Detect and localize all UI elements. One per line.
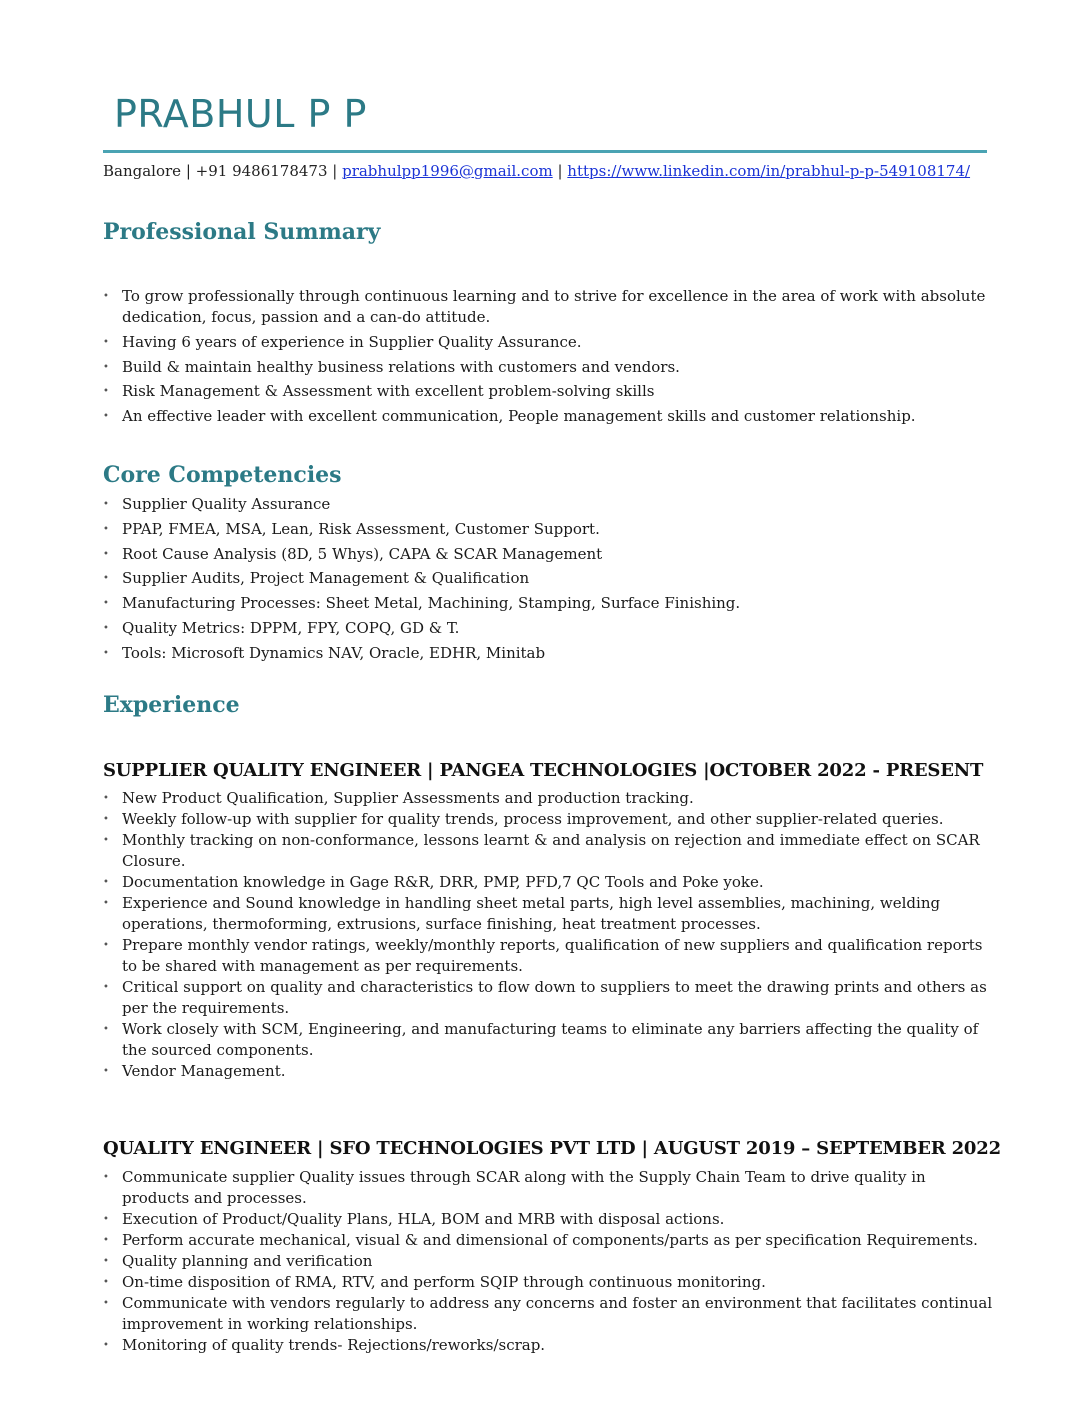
list-item: • Supplier Audits, Project Management & Qualification bbox=[103, 568, 993, 589]
contact-line: Bangalore | +91 9486178473 | prabhulpp1996@gmail.com | https://www.linkedin.com/in/prabhul-p-p-549108174/ bbox=[103, 162, 971, 180]
list-item: • Communicate with vendors regularly to address any concerns and foster an environment that facilitates continual improvement in working relationships. bbox=[103, 1293, 993, 1335]
competencies-list bbox=[103, 494, 993, 668]
list-item: • Experience and Sound knowledge in handling sheet metal parts, high level assemblies, machining, welding operations, thermoforming, extrusions, surface finishing, heat treatment processes. bbox=[103, 893, 993, 935]
list-item: • To grow professionally through continuous learning and to strive for excellence in the area of work with absolute dedication, focus, passion and a can-do attitude. bbox=[103, 286, 993, 328]
list-item: • Risk Management & Assessment with excellent problem-solving skills bbox=[103, 381, 993, 402]
section-title-summary: Professional Summary bbox=[103, 219, 381, 245]
list-item: • Monthly tracking on non-conformance, lessons learnt & and analysis on rejection and immediate effect on SCAR Closure. bbox=[103, 830, 993, 872]
job-duties-pangea bbox=[103, 788, 993, 1082]
list-item: • Quality planning and verification bbox=[103, 1251, 993, 1272]
phone: +91 9486178473 bbox=[195, 162, 328, 180]
job-duties-sfo bbox=[103, 1167, 993, 1356]
list-item: • Having 6 years of experience in Supplier Quality Assurance. bbox=[103, 332, 993, 353]
header-divider bbox=[103, 150, 987, 153]
list-item: • Work closely with SCM, Engineering, and manufacturing teams to eliminate any barriers affecting the quality of the sourced components. bbox=[103, 1019, 993, 1061]
summary-list bbox=[103, 286, 993, 431]
list-item: • Monitoring of quality trends- Rejections/reworks/scrap. bbox=[103, 1335, 993, 1356]
list-item: • Critical support on quality and characteristics to flow down to suppliers to meet the drawing prints and others as per the requirements. bbox=[103, 977, 993, 1019]
job-heading-sfo: QUALITY ENGINEER | SFO TECHNOLOGIES PVT LTD | AUGUST 2019 – SEPTEMBER 2022 bbox=[103, 1138, 1001, 1159]
job-heading-pangea: SUPPLIER QUALITY ENGINEER | PANGEA TECHNOLOGIES |OCTOBER 2022 - PRESENT bbox=[103, 760, 984, 781]
location: Bangalore bbox=[103, 162, 182, 180]
list-item: • Perform accurate mechanical, visual & and dimensional of components/parts as per specification Requirements. bbox=[103, 1230, 993, 1251]
list-item: • Build & maintain healthy business relations with customers and vendors. bbox=[103, 357, 993, 378]
list-item: • New Product Qualification, Supplier Assessments and production tracking. bbox=[103, 788, 993, 809]
section-title-experience: Experience bbox=[103, 692, 240, 718]
list-item: • Manufacturing Processes: Sheet Metal, Machining, Stamping, Surface Finishing. bbox=[103, 593, 993, 614]
list-item: • Tools: Microsoft Dynamics NAV, Oracle, EDHR, Minitab bbox=[103, 643, 993, 664]
candidate-name: PRABHUL P P bbox=[114, 92, 367, 136]
linkedin-link[interactable]: https://www.linkedin.com/in/prabhul-p-p-549108174/ bbox=[567, 162, 971, 180]
list-item: • Communicate supplier Quality issues through SCAR along with the Supply Chain Team to drive quality in products and processes. bbox=[103, 1167, 993, 1209]
list-item: • Vendor Management. bbox=[103, 1061, 993, 1082]
list-item: • An effective leader with excellent communication, People management skills and customer relationship. bbox=[103, 406, 993, 427]
list-item: • Execution of Product/Quality Plans, HLA, BOM and MRB with disposal actions. bbox=[103, 1209, 993, 1230]
list-item: • Prepare monthly vendor ratings, weekly/monthly reports, qualification of new suppliers and qualification reports to be shared with management as per requirements. bbox=[103, 935, 993, 977]
list-item: • Quality Metrics: DPPM, FPY, COPQ, GD & T. bbox=[103, 618, 993, 639]
list-item: • PPAP, FMEA, MSA, Lean, Risk Assessment, Customer Support. bbox=[103, 519, 993, 540]
section-title-competencies: Core Competencies bbox=[103, 462, 342, 488]
email-link[interactable]: prabhulpp1996@gmail.com bbox=[342, 162, 553, 180]
list-item: • Supplier Quality Assurance bbox=[103, 494, 993, 515]
list-item: • Documentation knowledge in Gage R&R, DRR, PMP, PFD,7 QC Tools and Poke yoke. bbox=[103, 872, 993, 893]
list-item: • Weekly follow-up with supplier for quality trends, process improvement, and other supplier-related queries. bbox=[103, 809, 993, 830]
list-item: • On-time disposition of RMA, RTV, and perform SQIP through continuous monitoring. bbox=[103, 1272, 993, 1293]
list-item: • Root Cause Analysis (8D, 5 Whys), CAPA & SCAR Management bbox=[103, 544, 993, 565]
